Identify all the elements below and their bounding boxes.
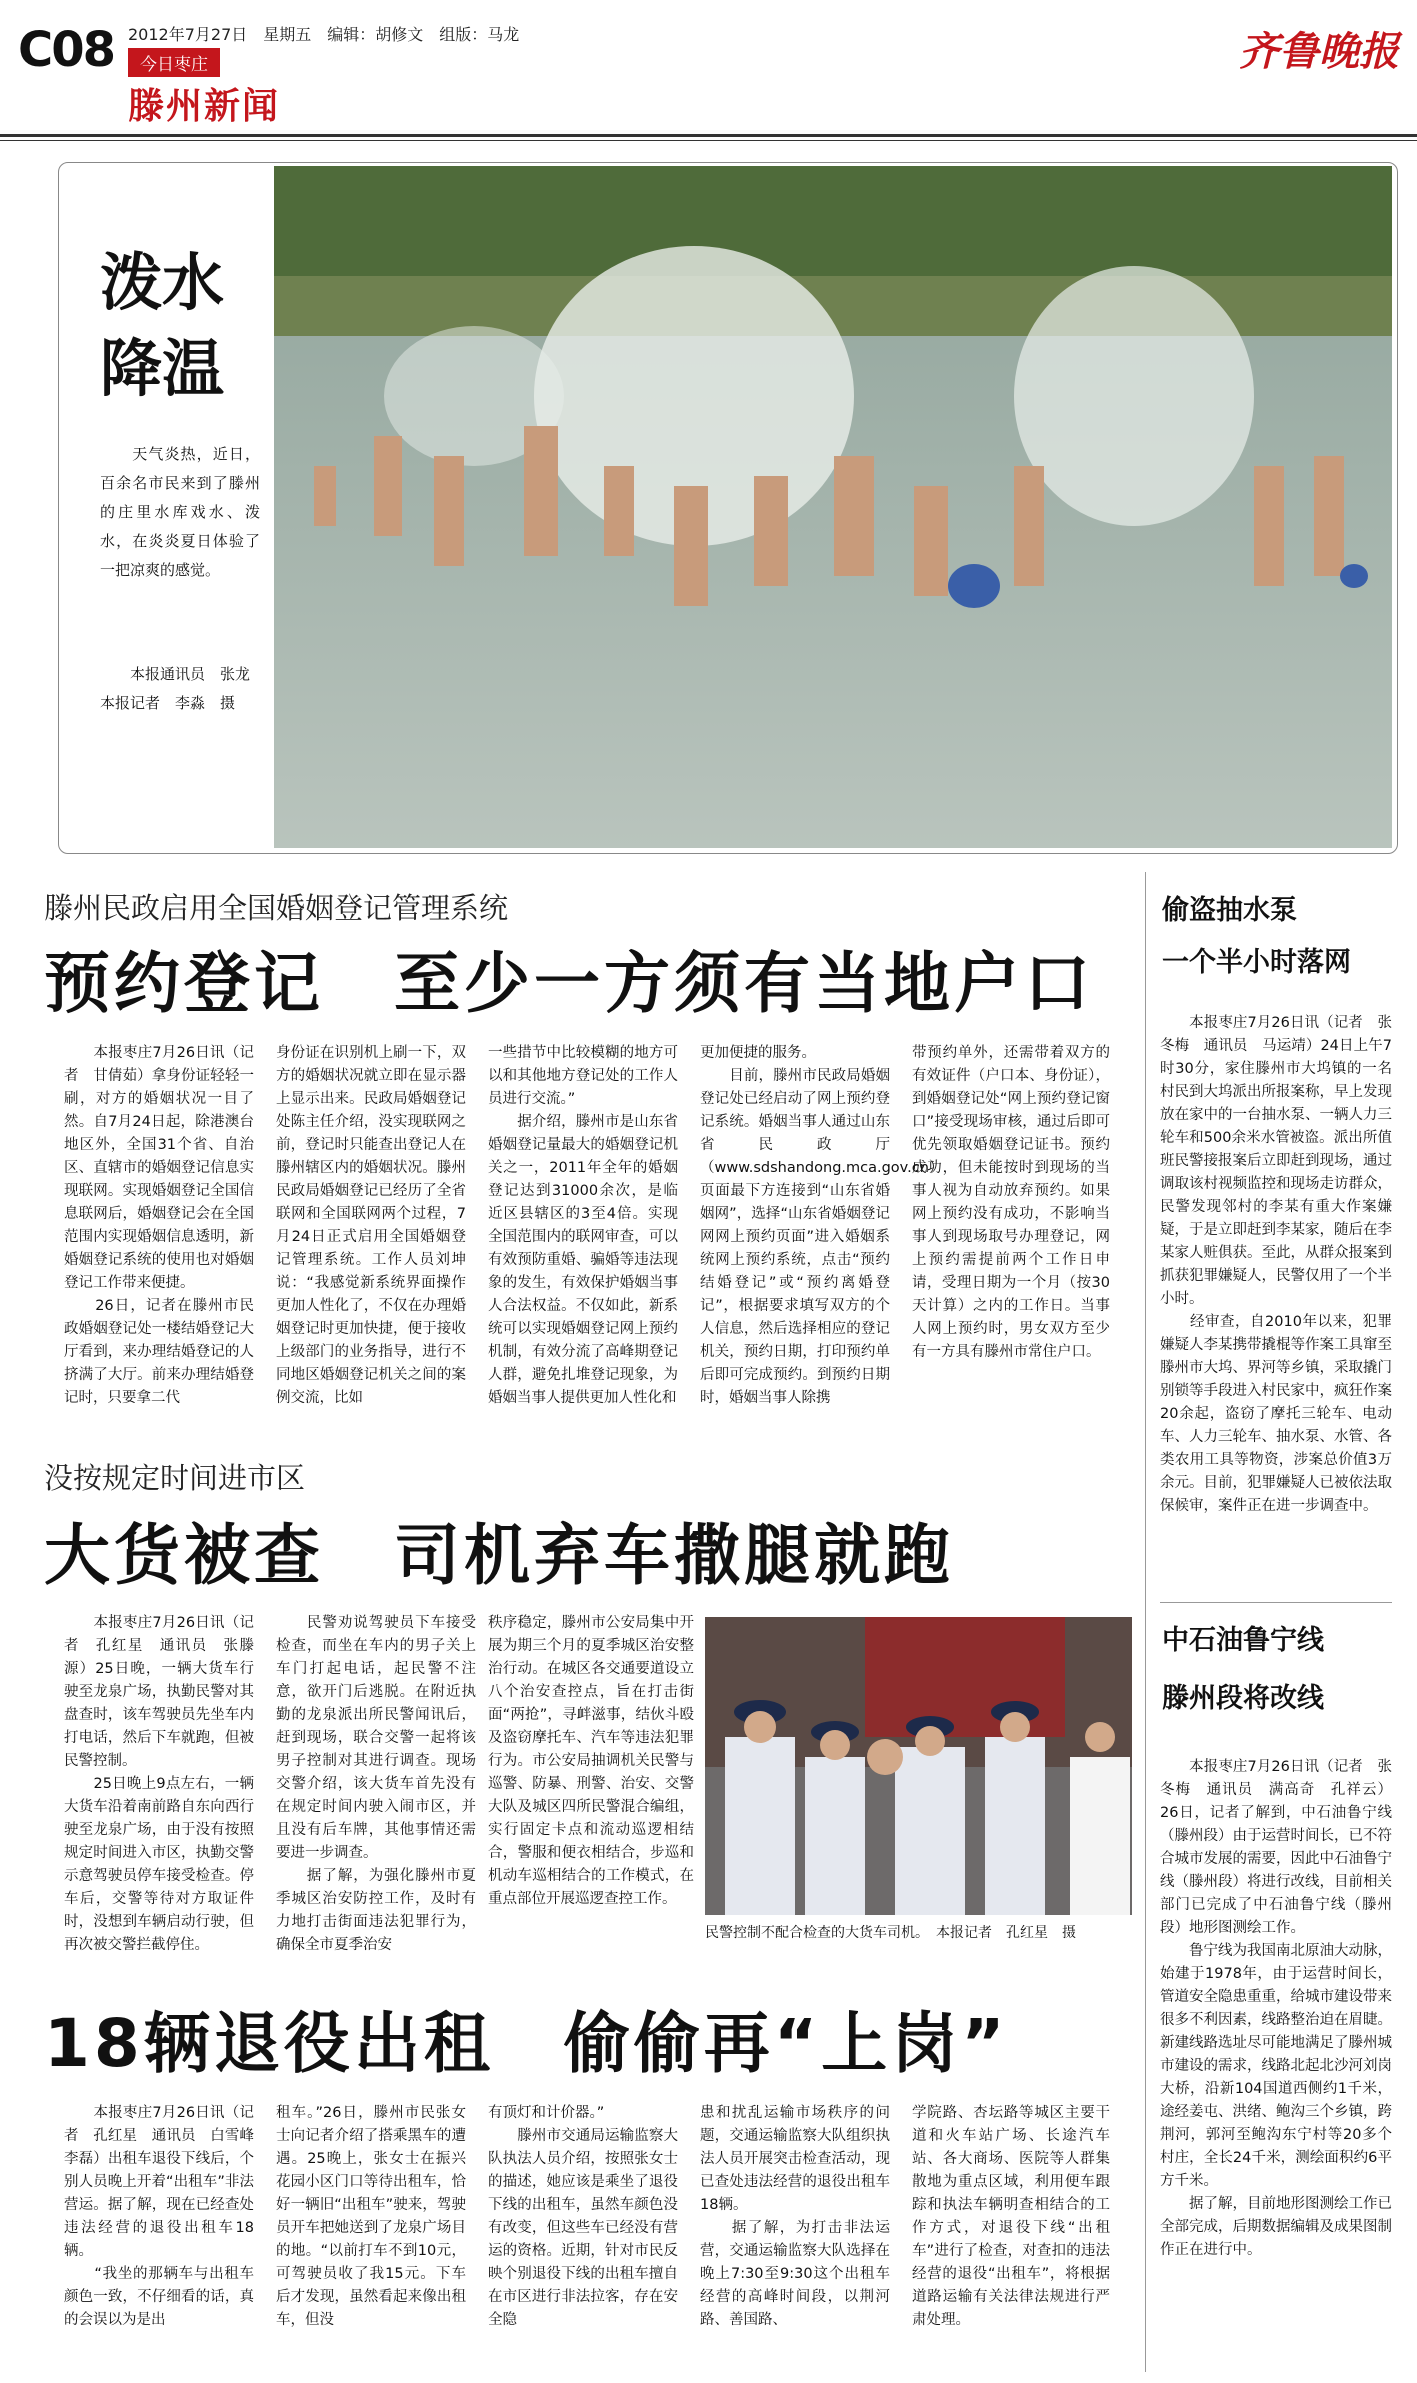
article2-col1: 本报枣庄7月26日讯（记者 孔红星 通讯员 张滕源）25日晚，一辆大货车行驶至龙泉广场，执勤民警对其盘查时，该车驾驶员先坐车内打电话，然后下车就跑，但被民警控制。 25日晚上9点左右，一辆大货车沿着南前路自东向西行驶至龙泉广场，由于没有按照规定时间进入市区，执勤交警示意驾驶员停车接受检查。停车后，交警等待对方取证件时，没想到车辆启动行驶，但再次被交警拦截停住。	[64, 1615, 254, 1953]
feature-photo-illustration	[274, 166, 1392, 848]
article2-photo-caption: 民警控制不配合检查的大货车司机。 本报记者 孔红星 摄	[705, 1925, 1076, 1941]
header-rule-thin	[0, 140, 1417, 141]
article1-col4: 更加便捷的服务。 目前，滕州市民政局婚姻登记处已经启动了网上预约登记系统。婚姻当事人通过山东省民政厅（www.sdshandong.mca.gov.cn）页面最下方连接到“山东省婚姻网”，选择“山东省婚姻登记网网上预约页面”进入婚姻系统网上预约系统，点击“预约结婚登记”或“预约离婚登记”，根据要求填写双方的个人信息，然后选择相应的登记机关，预约日期，打印预约单后即可完成预约。到预约日期时，婚姻当事人除携	[700, 1045, 944, 1406]
side2-title2: 滕州段将改线	[1162, 1683, 1324, 1714]
section-label: 今日枣庄	[128, 48, 220, 77]
article1-kicker: 滕州民政启用全国婚姻登记管理系统	[44, 891, 509, 925]
side2-body: 本报枣庄7月26日讯（记者 张冬梅 通讯员 满高奇 孔祥云）26日，记者了解到，中石油鲁宁线（滕州段）由于运营时间长，已不符合城市发展的需要，因此中石油鲁宁线（滕州段）将进行改线，目前相关部门已完成了中石油鲁宁线（滕州段）地形图测绘工作。 鲁宁线为我国南北原油大动脉，始建于1978年，由于运营时间长，管道安全隐患重重，给城市建设带来很多不利因素，线路整治迫在眉睫。新建线路选址尽可能地满足了滕州城市建设的需求，线路北起北沙河刘岗大桥，沿新104国道西侧约1千米，途经姜屯、洪绪、鲍沟三个乡镇，跨荆河，郭河至鲍沟东宁村等20多个村庄，全长24千米，测绘面积约6平方千米。 据了解，目前地形图测绘工作已全部完成，后期数据编辑及成果图制作正在进行中。	[1160, 1759, 1392, 2258]
article2-kicker: 没按规定时间进市区	[44, 1461, 306, 1495]
article2-col3: 秩序稳定，滕州市公安局集中开展为期三个月的夏季城区治安整治行动。在城区各交通要道设立八个治安查控点，旨在打击街面“两抢”，寻衅滋事，结伙斗殴及盗窃摩托车、汽车等违法犯罪行为。市公安局抽调机关民警与巡警、防暴、刑警、治安、交警大队及城区四所民警混合编组，实行固定卡点和流动巡逻相结合，警服和便衣相结合，步巡和机动车巡相结合的工作模式，在重点部位开展巡逻查控工作。	[488, 1615, 694, 1907]
article2-photo-police	[705, 1617, 1132, 1915]
page-number: C08	[18, 22, 115, 78]
article3-col3: 有顶灯和计价器。” 滕州市交通局运输监察大队执法人员介绍，按照张女士的描述，她应该是乘坐了退役下线的出租车，虽然车颜色没有改变，但这些车已经没有营运的资格。近期，针对市民反映个别退役下线的出租车擅自在市区进行非法拉客，存在安全隐	[488, 2105, 678, 2328]
feature-text: 天气炎热，近日，百余名市民来到了滕州的庄里水库戏水、泼水，在炎炎夏日体验了一把凉爽的感觉。	[100, 445, 260, 579]
side1-body: 本报枣庄7月26日讯（记者 张冬梅 通讯员 马运靖）24日上午7时30分，家住滕州市大坞镇的一名村民到大坞派出所报案称，早上发现放在家中的一台抽水泵、一辆人力三轮车和500余米水管被盗。派出所值班民警接报案后立即赶到现场，通过调取该村视频监控和现场走访群众，民警发现邻村的李某有重大作案嫌疑，于是立即赶到李某家，随后在李某家人赃俱获。至此，从群众报案到抓获犯罪嫌疑人，民警仅用了一个半小时。 经审查，自2010年以来，犯罪嫌疑人李某携带撬棍等作案工具窜至滕州市大坞、界河等乡镇，采取撬门别锁等手段进入村民家中，疯狂作案20余起，盗窃了摩托三轮车、电动车、人力三轮车、抽水泵、水管、各类农用工具等物资，涉案总价值3万余元。目前，犯罪嫌疑人已被依法取保候审，案件正在进一步调查中。	[1160, 1015, 1392, 1514]
header-rule	[0, 134, 1417, 137]
article3-col5: 学院路、杏坛路等城区主要干道和火车站广场、长途汽车站、各大商场、医院等人群集散地为重点区域，利用便车跟踪和执法车辆明查相结合的工作方式，对退役下线“出租车”进行了检查，对查扣的违法经营的退役“出租车”，将根据道路运输有关法律法规进行严肃处理。	[912, 2105, 1110, 2328]
article1-col3: 一些措节中比较模糊的地方可以和其他地方登记处的工作人员进行交流。” 据介绍，滕州市是山东省婚姻登记量最大的婚姻登记机关之一，2011年全年的婚姻登记达到31000余次，是临近区县辖区的3至4倍。实现全国范围内的联网审查，可以有效预防重婚、骗婚等违法现象的发生，有效保护婚姻当事人合法权益。不仅如此，新系统可以实现婚姻登记网上预约机制，有效分流了高峰期登记人群，避免扎堆登记现象，为婚姻当事人提供更加人性化和	[488, 1045, 678, 1406]
side1-title1: 偷盗抽水泵	[1162, 895, 1297, 926]
side1-title2: 一个半小时落网	[1162, 947, 1351, 978]
article3-col4: 患和扰乱运输市场秩序的问题，交通运输监察大队组织执法人员开展突击检查活动，现已查处违法经营的退役出租车18辆。 据了解，为打击非法运营，交通运输监察大队选择在晚上7:30至9:30这个出租车经营的高峰时间段，以荆河路、善国路、	[700, 2105, 890, 2328]
feature-photo-water-splash	[274, 166, 1392, 848]
article2-photo-illustration	[705, 1617, 1132, 1915]
feature-credit: 本报通讯员 张龙 本报记者 李淼 摄	[100, 665, 266, 712]
article3-col1: 本报枣庄7月26日讯（记者 孔红星 通讯员 白雪峰 李磊）出租车退役下线后，个别人员晚上开着“出租车”非法营运。据了解，现在已经查处违法经营的退役出租车18辆。 “我坐的那辆车与出租车颜色一致，不仔细看的话，真的会误以为是出	[64, 2105, 269, 2328]
side-separator	[1160, 1602, 1392, 1603]
issue-meta: 2012年7月27日 星期五 编辑：胡修文 组版：马龙	[128, 25, 520, 44]
article3-headline: 18辆退役出租 偷偷再“上岗”	[44, 2005, 1009, 2082]
article1-col1: 本报枣庄7月26日讯（记者 甘倩茹）拿身份证轻轻一刷，对方的婚姻状况一目了然。自7月24日起，除港澳台地区外，全国31个省、自治区、直辖市的婚姻登记信息实现联网。实现婚姻登记全国信息联网后，婚姻登记会在全国范围内实现婚姻信息透明，新婚姻登记系统的使用也对婚姻登记工作带来便捷。 26日，记者在滕州市民政婚姻登记处一楼结婚登记大厅看到，来办理结婚登记的人挤满了大厅。前来办理结婚登记时，只要拿二代	[64, 1045, 254, 1406]
side2-title1: 中石油鲁宁线	[1162, 1625, 1324, 1656]
article1-col5: 带预约单外，还需带着双方的有效证件（户口本、身份证），到婚姻登记处“网上预约登记窗口”接受现场审核，通过后即可优先领取婚姻登记证书。预约成功，但未能按时到现场的当事人视为自动放弃预约。如果网上预约没有成功，不影响当事人到现场取号办理登记，网上预约需提前两个工作日申请，受理日期为一个月（按30天计算）之内的工作日。当事人网上预约时，男女双方至少有一方具有滕州市常住户口。	[912, 1045, 1110, 1360]
section-name: 滕州新闻	[128, 86, 281, 127]
article1-headline: 预约登记 至少一方须有当地户口	[44, 945, 1094, 1022]
feature-title-line1: 泼水	[100, 246, 225, 319]
right-column-rule	[1145, 872, 1146, 2372]
article2-headline: 大货被查 司机弃车撒腿就跑	[44, 1517, 954, 1594]
feature-title-line2: 降温	[100, 332, 225, 405]
article1-col2: 身份证在识别机上刷一下，双方的婚姻状况就立即在显示器上显示出来。民政局婚姻登记处陈主任介绍，没实现联网之前，登记时只能查出登记人在滕州辖区内的婚姻状况。滕州民政局婚姻登记已经历了全省联网和全国联网两个过程，7月24日正式启用全国婚姻登记管理系统。工作人员刘坤说：“我感觉新系统界面操作更加人性化了，不仅在办理婚姻登记时更加快捷，便于接收上级部门的业务指导，进行不同地区婚姻登记机关之间的案例交流，比如	[276, 1045, 466, 1406]
article3-col2: 租车。”26日，滕州市民张女士向记者介绍了搭乘黑车的遭遇。25晚上，张女士在振兴花园小区门口等待出租车，恰好一辆旧“出租车”驶来，驾驶员开车把她送到了龙泉广场目的地。“以前打车不到10元，可驾驶员收了我15元。下车后才发现，虽然看起来像出租车，但没	[276, 2105, 466, 2328]
feature-title	[100, 240, 260, 412]
newspaper-logo: 齐鲁晚报	[1239, 28, 1399, 75]
article2-col2: 民警劝说驾驶员下车接受检查，而坐在车内的男子关上车门打起电话，起民警不注意，欲开门后逃脱。在附近执勤的龙泉派出所民警闻讯后，赶到现场，联合交警一起将该男子控制对其进行调查。现场交警介绍，该大货车首先没有在规定时间内驶入闹市区，并且没有后车牌，其他事情还需要进一步调查。 据了解，为强化滕州市夏季城区治安防控工作，及时有力地打击街面违法犯罪行为，确保全市夏季治安	[276, 1615, 476, 1953]
